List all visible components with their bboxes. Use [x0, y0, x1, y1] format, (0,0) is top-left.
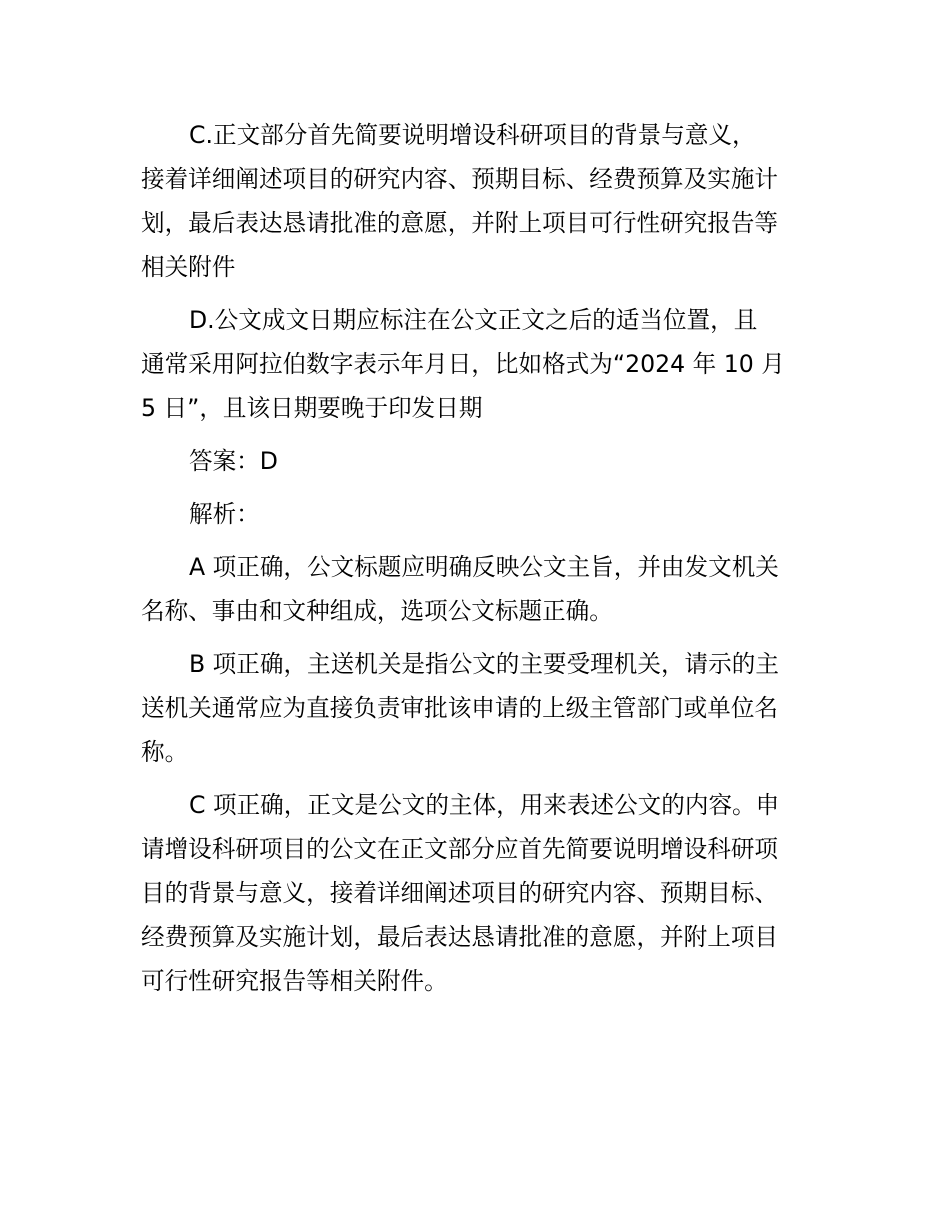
text-line: 请增设科研项目的公文在正文部分应首先简要说明增设科研项 [141, 835, 779, 863]
text-line: A 项正确，公文标题应明确反映公文主旨，并由发文机关 [189, 553, 779, 581]
text-line: 称。 [141, 738, 189, 766]
paragraph-analysis-c [141, 783, 813, 1003]
text-line: 相关附件 [141, 253, 236, 281]
text-line: 送机关通常应为直接负责审批该申请的上级主管部门或单位名 [141, 694, 779, 722]
text-line: 名称、事由和文种组成，选项公文标题正确。 [141, 597, 613, 625]
text-line: B 项正确，主送机关是指公文的主要受理机关，请示的主 [189, 650, 779, 678]
text-line: C 项正确，正文是公文的主体，用来表述公文的内容。申 [189, 791, 780, 819]
text-line: 5 日”，且该日期要晚于印发日期 [141, 394, 483, 422]
paragraph-answer [141, 439, 813, 483]
paragraph-analysis-a [141, 545, 813, 633]
text-line: 可行性研究报告等相关附件。 [141, 967, 448, 995]
text-line: 通常采用阿拉伯数字表示年月日，比如格式为“2024 年 10 月 [141, 350, 785, 378]
paragraph-option-c [141, 113, 813, 289]
text-line: 答案：D [189, 447, 278, 475]
text-line: D.公文成文日期应标注在公文正文之后的适当位置，且 [189, 306, 758, 334]
text-line: 目的背景与意义，接着详细阐述项目的研究内容、预期目标、 [141, 879, 779, 907]
paragraph-analysis-b [141, 642, 813, 774]
paragraph-option-d [141, 298, 813, 430]
text-line: 解析： [189, 500, 260, 528]
paragraph-analysis-heading [141, 492, 813, 536]
text-line: C.正文部分首先简要说明增设科研项目的背景与意义， [189, 121, 756, 149]
document-page [141, 113, 813, 1012]
text-line: 接着详细阐述项目的研究内容、预期目标、经费预算及实施计 [141, 165, 779, 193]
text-line: 划，最后表达恳请批准的意愿，并附上项目可行性研究报告等 [141, 209, 779, 237]
text-line: 经费预算及实施计划，最后表达恳请批准的意愿，并附上项目 [141, 923, 779, 951]
